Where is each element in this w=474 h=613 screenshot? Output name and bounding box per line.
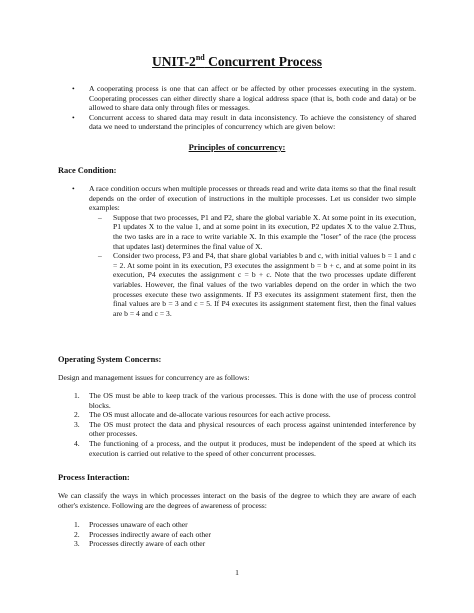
list-item-text: The OS must protect the data and physical resources of each process against unintended interference by other processes. <box>89 419 416 439</box>
list-item <box>0 530 474 540</box>
intro-bullet-text: Concurrent access to shared data may result in data inconsistency. To achieve the consistency of shared data we need to understand the principles of concurrency which are given below: <box>89 112 416 132</box>
list-number: 2. <box>74 529 80 539</box>
race-example-text: Consider two process, P3 and P4, that share global variables b and c, with initial values b = 1 and c = 2. At some point in its execution, P3 executes the assignment b = b + c, and at some point in its execution, P4 executes the assignment c = b + c. Note that the two processes update different variables. However, the final values of the two variables depend on the order in which the two processes execute these two assignments. If P3 executes its assignment statement first, then the final values are b = 3 and c = 5. If P4 executes its assignment statement first, then the final values are b = 4 and c = 3. <box>113 251 416 318</box>
list-item <box>0 251 474 318</box>
intro-bullet-list <box>0 84 474 132</box>
list-item <box>0 539 474 549</box>
list-item-text: Processes directly aware of each other <box>89 539 206 549</box>
list-item-text: The OS must allocate and de-allocate various resources for each active process. <box>89 410 331 420</box>
dash-icon: – <box>98 251 102 261</box>
list-item <box>0 391 474 410</box>
dash-icon: – <box>98 212 102 222</box>
list-item <box>0 439 474 458</box>
list-number: 4. <box>74 438 80 448</box>
list-item <box>0 113 474 132</box>
list-number: 2. <box>74 410 80 420</box>
os-concerns-intro: Design and management issues for concurrency are as follows: <box>58 373 250 382</box>
list-item <box>0 84 474 113</box>
list-item <box>0 410 474 420</box>
bullet-icon: • <box>72 112 75 122</box>
page-title <box>0 54 474 70</box>
race-example-text: Suppose that two processes, P1 and P2, share the global variable X. At some point in its execution, P1 updates X to the value 1, and at some point in its execution, P2 updates X to the value 2.Thus, the two tasks are in a race to write variable X. In this example the "loser" of the race (the process that updates last) determines the final value of X. <box>113 212 416 251</box>
list-item <box>0 520 474 530</box>
principles-heading: Principles of concurrency: <box>188 142 286 152</box>
title-main: UNIT-2 <box>152 54 196 69</box>
list-item <box>0 213 474 251</box>
bullet-icon: • <box>72 184 75 193</box>
list-item-text: The functioning of a process, and the output it produces, must be independent of the speed at which its execution is carried out relative to the speed of other concurrent processes. <box>89 438 416 458</box>
title-rest: Concurrent Process <box>204 54 322 69</box>
race-bullet-text: A race condition occurs when multiple processes or threads read and write data items so that the final result depends on the order of execution of instructions in the multiple processes. Let us consider two simple examples: <box>89 184 416 213</box>
awareness-list <box>0 520 474 549</box>
list-item <box>0 420 474 439</box>
list-number: 3. <box>74 539 80 549</box>
list-item-text: Processes unaware of each other <box>89 520 188 529</box>
list-number: 1. <box>74 391 80 400</box>
page-number: 1 <box>235 568 239 577</box>
race-condition-heading: Race Condition: <box>58 166 117 175</box>
list-number: 3. <box>74 419 80 429</box>
os-concerns-heading: Operating System Concerns: <box>58 355 162 364</box>
list-item-text: Processes indirectly aware of each other <box>89 529 212 539</box>
list-item-text: The OS must be able to keep track of the various processes. This is done with the use of process control blocks. <box>89 391 416 410</box>
race-condition-section <box>0 184 474 318</box>
os-concerns-list <box>0 391 474 458</box>
process-interaction-heading: Process Interaction: <box>58 473 130 482</box>
intro-bullet-text: A cooperating process is one that can affect or be affected by other processes executing in the system. Cooperating processes can either directly share a logical address space (that is, both code and data) or be allowed to share data only through files or messages. <box>89 84 416 113</box>
title-superscript: nd <box>195 53 205 62</box>
bullet-icon: • <box>72 84 75 93</box>
process-interaction-intro: We can classify the ways in which processes interact on the basis of the degree to which they are aware of each other's existence. Following are the degrees of awareness of process: <box>58 491 416 510</box>
list-item <box>0 184 474 213</box>
list-number: 1. <box>74 520 80 529</box>
